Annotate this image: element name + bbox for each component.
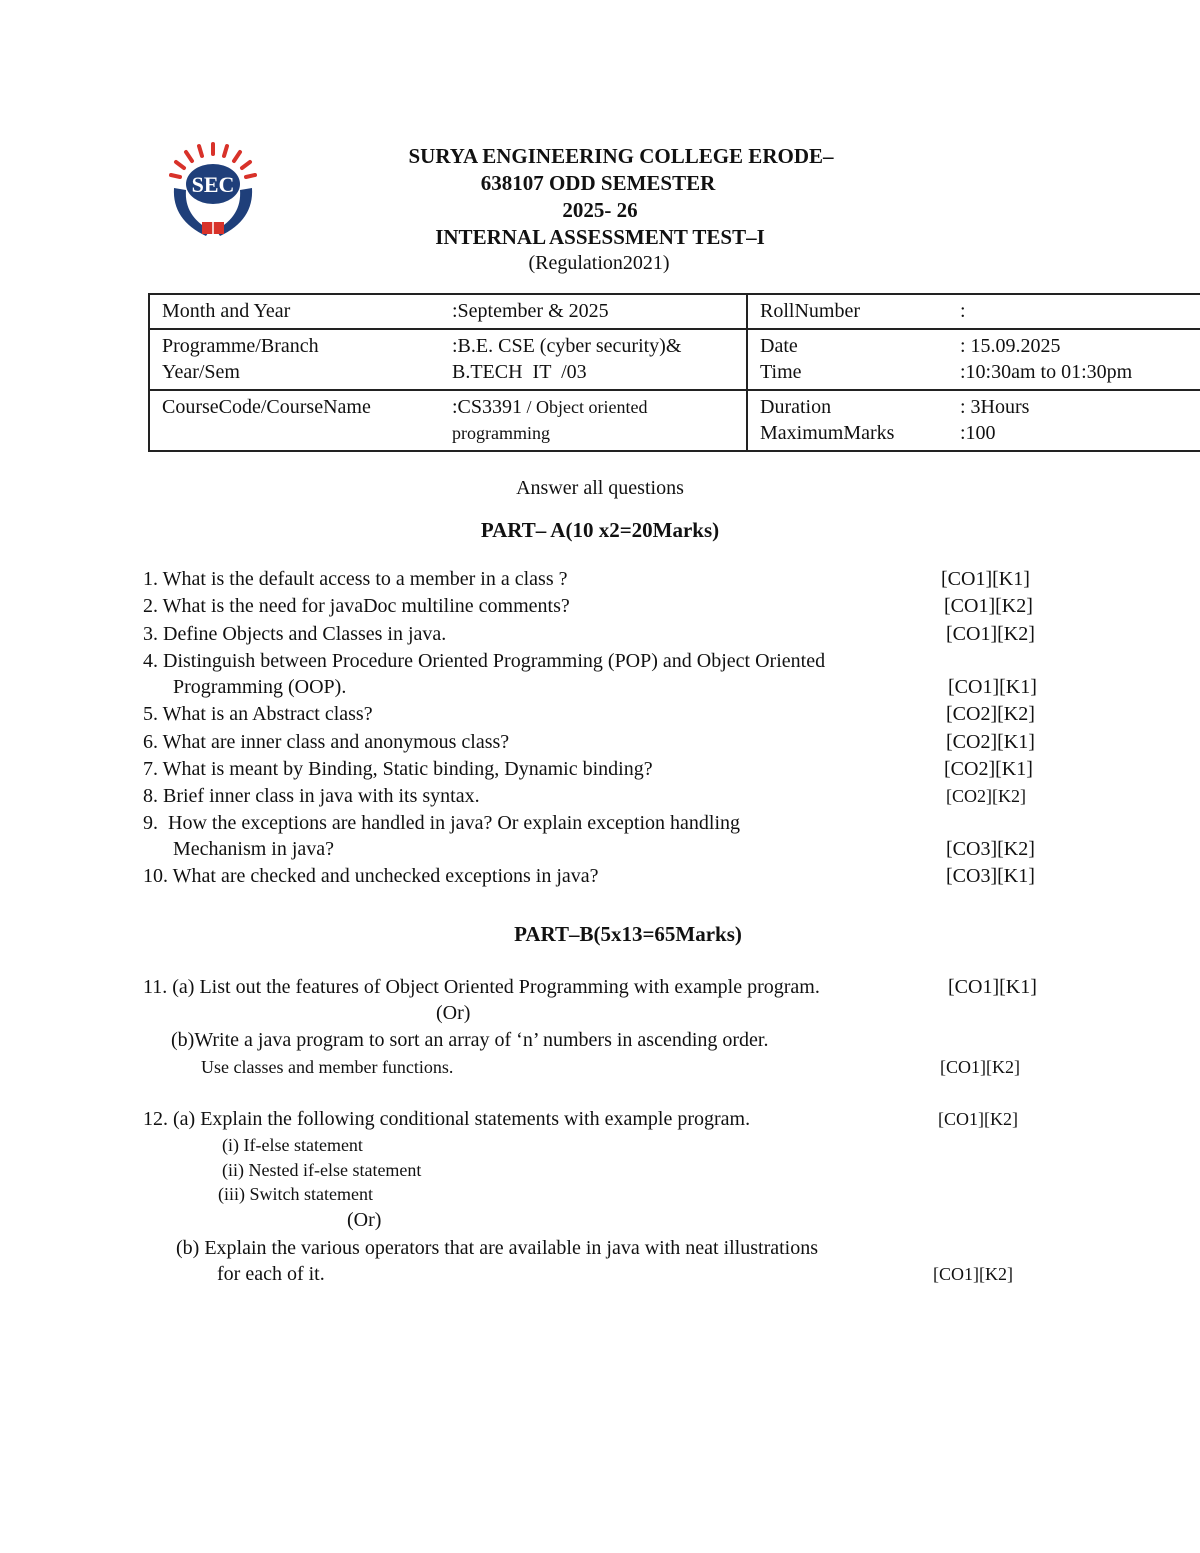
date-time-cell xyxy=(747,329,1200,390)
academic-year: 2025- 26 xyxy=(562,198,638,222)
course-cell xyxy=(149,390,747,451)
part-b-title: PART–B(5x13=65Marks) xyxy=(514,922,742,946)
question-4-tag: [CO1][K1] xyxy=(948,676,1037,698)
question-11b-line2: Use classes and member functions. xyxy=(201,1057,454,1077)
question-6: 6. What are inner class and anonymous class? xyxy=(143,731,510,753)
question-4-line2: Programming (OOP). xyxy=(173,676,347,698)
max-marks-label: MaximumMarks xyxy=(760,422,895,444)
question-10: 10. What are checked and unchecked exceptions in java? xyxy=(143,865,599,887)
logo-emblem-icon xyxy=(166,140,260,240)
max-marks-value: :100 xyxy=(960,422,996,444)
question-9: 9. How the exceptions are handled in java? Or explain exception handling xyxy=(143,812,741,834)
programme-label: Programme/Branch xyxy=(162,335,319,357)
question-11a: 11. (a) List out the features of Object Oriented Programming with example program. xyxy=(143,976,820,998)
question-12b: (b) Explain the various operators that are available in java with neat illustrations xyxy=(176,1237,819,1259)
part-a-title: PART– A(10 x2=20Marks) xyxy=(480,518,720,542)
exam-details-table xyxy=(148,293,1200,452)
duration-marks-cell xyxy=(747,390,1200,451)
date-label: Date xyxy=(760,335,798,357)
svg-text:SEC: SEC xyxy=(191,172,235,197)
month-year-label: Month and Year xyxy=(162,300,291,322)
year-sem-value: B.TECH IT /03 xyxy=(452,361,587,383)
or-separator-12: (Or) xyxy=(347,1209,382,1231)
programme-cell xyxy=(149,329,747,390)
question-12b-tag: [CO1][K2] xyxy=(933,1264,1013,1284)
question-4: 4. Distinguish between Procedure Oriented Programming (POP) and Object Oriented xyxy=(143,650,826,672)
question-12a-tag: [CO1][K2] xyxy=(938,1109,1018,1129)
question-6-tag: [CO2][K1] xyxy=(946,731,1035,753)
roll-number-label: RollNumber xyxy=(760,300,860,322)
instruction: Answer all questions xyxy=(516,477,684,499)
test-title: INTERNAL ASSESSMENT TEST–I xyxy=(435,225,765,249)
question-11a-tag: [CO1][K1] xyxy=(948,976,1037,998)
question-2-tag: [CO1][K2] xyxy=(944,595,1033,617)
month-year-value: :September & 2025 xyxy=(452,300,609,322)
question-8: 8. Brief inner class in java with its syntax. xyxy=(143,785,480,807)
question-11b: (b)Write a java program to sort an array of ‘n’ numbers in ascending order. xyxy=(171,1029,769,1051)
course-label: CourseCode/CourseName xyxy=(162,396,371,418)
pincode-semester: 638107 ODD SEMESTER xyxy=(480,171,716,195)
college-name: SURYA ENGINEERING COLLEGE ERODE– xyxy=(408,144,834,168)
question-11b-tag: [CO1][K2] xyxy=(940,1057,1020,1077)
question-1: 1. What is the default access to a member in a class ? xyxy=(143,568,568,590)
question-7-tag: [CO2][K1] xyxy=(944,758,1033,780)
month-year-cell xyxy=(149,294,747,329)
college-logo xyxy=(166,140,260,240)
question-2: 2. What is the need for javaDoc multiline comments? xyxy=(143,595,570,617)
question-12a-ii: (ii) Nested if-else statement xyxy=(222,1160,422,1180)
course-name: / Object oriented xyxy=(522,397,648,417)
roll-number-value: : xyxy=(960,300,966,322)
year-sem-label: Year/Sem xyxy=(162,361,240,383)
question-5-tag: [CO2][K2] xyxy=(946,703,1035,725)
course-code: :CS3391 xyxy=(452,396,523,418)
roll-number-cell xyxy=(747,294,1200,329)
question-12a: 12. (a) Explain the following conditional statements with example program. xyxy=(143,1108,751,1130)
time-value: :10:30am to 01:30pm xyxy=(960,361,1133,383)
date-value: : 15.09.2025 xyxy=(960,335,1061,357)
time-label: Time xyxy=(760,361,802,383)
question-7: 7. What is meant by Binding, Static binding, Dynamic binding? xyxy=(143,758,653,780)
duration-value: : 3Hours xyxy=(960,396,1030,418)
question-8-tag: [CO2][K2] xyxy=(946,786,1026,806)
question-1-tag: [CO1][K1] xyxy=(941,568,1030,590)
question-3-tag: [CO1][K2] xyxy=(946,623,1035,645)
question-12a-iii: (iii) Switch statement xyxy=(218,1184,373,1204)
course-name-line2: programming xyxy=(452,423,550,443)
programme-value: :B.E. CSE (cyber security)& xyxy=(452,335,682,357)
question-3: 3. Define Objects and Classes in java. xyxy=(143,623,447,645)
regulation: (Regulation2021) xyxy=(528,252,670,274)
question-10-tag: [CO3][K1] xyxy=(946,865,1035,887)
question-12b-line2: for each of it. xyxy=(217,1263,325,1285)
question-9-line2: Mechanism in java? xyxy=(173,838,335,860)
or-separator-11: (Or) xyxy=(436,1002,471,1024)
question-5: 5. What is an Abstract class? xyxy=(143,703,373,725)
duration-label: Duration xyxy=(760,396,832,418)
question-12a-i: (i) If-else statement xyxy=(222,1135,363,1155)
question-9-tag: [CO3][K2] xyxy=(946,838,1035,860)
